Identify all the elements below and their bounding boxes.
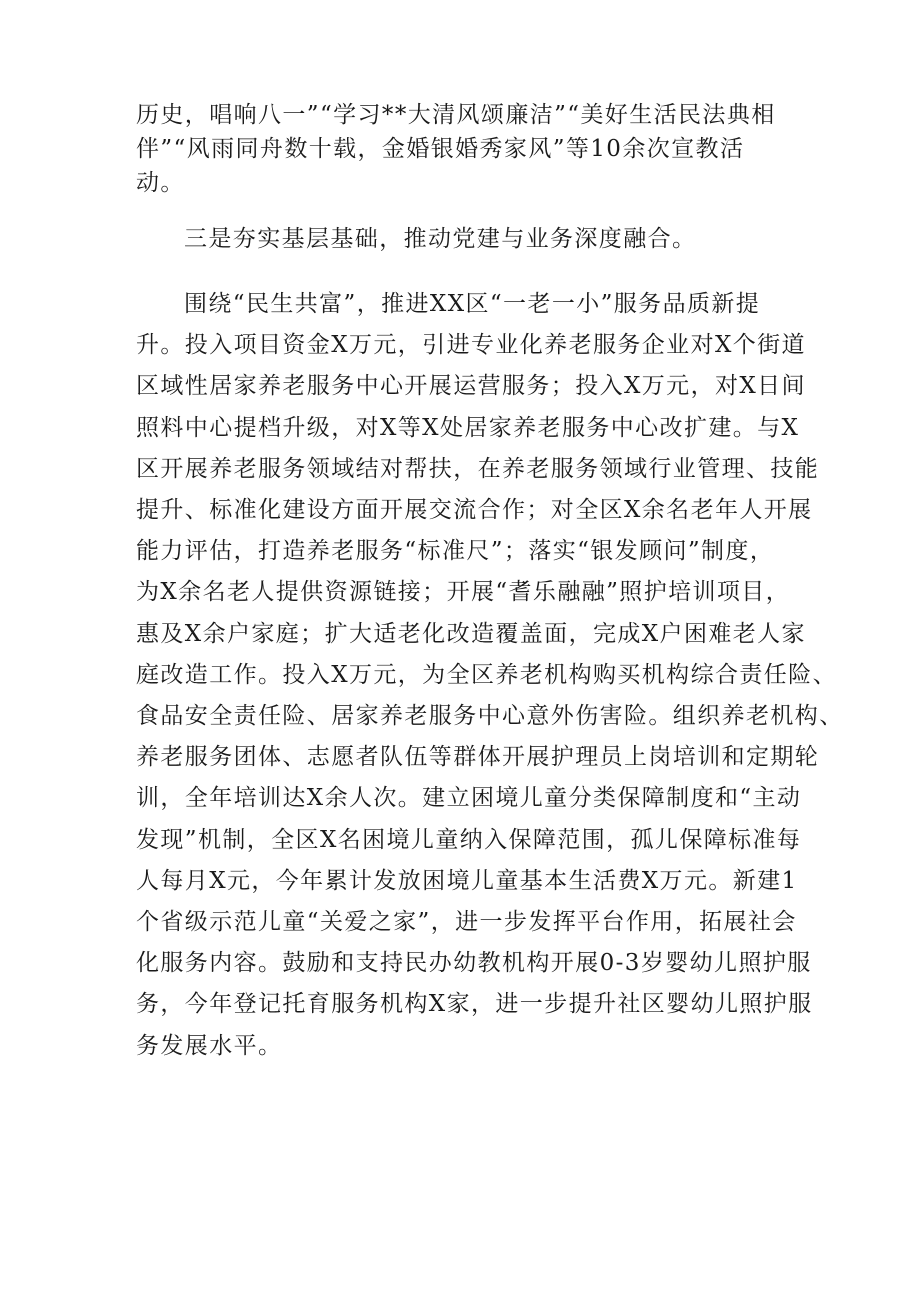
text-line: 务发展水平。	[136, 1032, 283, 1059]
text-line: 动。	[136, 170, 185, 196]
text-line: 区域性居家养老服务中心开展运营服务；投入X万元，对X日间	[136, 373, 806, 400]
text-line: 升。投入项目资金X万元，引进专业化养老服务企业对X个街道	[136, 332, 806, 359]
text-line: 化服务内容。鼓励和支持民办幼教机构开展0-3岁婴幼儿照护服	[136, 950, 812, 977]
text-line: 伴”“风雨同舟数十载，金婚银婚秀家风”等10余次宣教活	[136, 136, 745, 162]
text-line: 训，全年培训达X余人次。建立困境儿童分类保障制度和“主动	[136, 785, 802, 812]
text-line: 个省级示范儿童“关爱之家”，进一步发挥平台作用，拓展社会	[136, 909, 797, 936]
text-line: 发现”机制，全区X名困境儿童纳入保障范围，孤儿保障标准每	[136, 826, 802, 853]
text-line: 人每月X元，今年累计发放困境儿童基本生活费X万元。新建1	[136, 867, 798, 894]
text-line: 区开展养老服务领域结对帮扶，在养老服务领域行业管理、技能	[136, 455, 820, 482]
text-line: 务，今年登记托育服务机构X家，进一步提升社区婴幼儿照护服	[136, 991, 813, 1018]
text-line: 历史，唱响八一”“学习**大清风颂廉洁”“美好生活民法典相	[136, 102, 776, 128]
section-heading: 三是夯实基层基础，推动党建与业务深度融合。	[184, 226, 697, 252]
text-line: 围绕“民生共富”，推进XX区“一老一小”服务品质新提	[184, 291, 761, 317]
text-line: 养老服务团体、志愿者队伍等群体开展护理员上岗培训和定期轮	[136, 744, 820, 771]
text-line: 提升、标准化建设方面开展交流合作；对全区X余名老年人开展	[136, 497, 813, 524]
paragraph-body	[136, 284, 844, 1067]
paragraph-continuation	[136, 98, 796, 200]
text-line: 照料中心提档升级，对X等X处居家养老服务中心改扩建。与X	[136, 414, 800, 441]
text-line: 庭改造工作。投入X万元，为全区养老机构购买机构综合责任险、	[136, 661, 837, 688]
text-line: 食品安全责任险、居家养老服务中心意外伤害险。组织养老机构、	[136, 703, 844, 730]
text-line: 惠及X余户家庭；扩大适老化改造覆盖面，完成X户困难老人家	[136, 620, 806, 647]
text-line: 为X余名老人提供资源链接；开展“耆乐融融”照护培训项目，	[136, 579, 791, 606]
text-line: 能力评估，打造养老服务“标准尺”；落实“银发顾问”制度，	[136, 538, 775, 565]
